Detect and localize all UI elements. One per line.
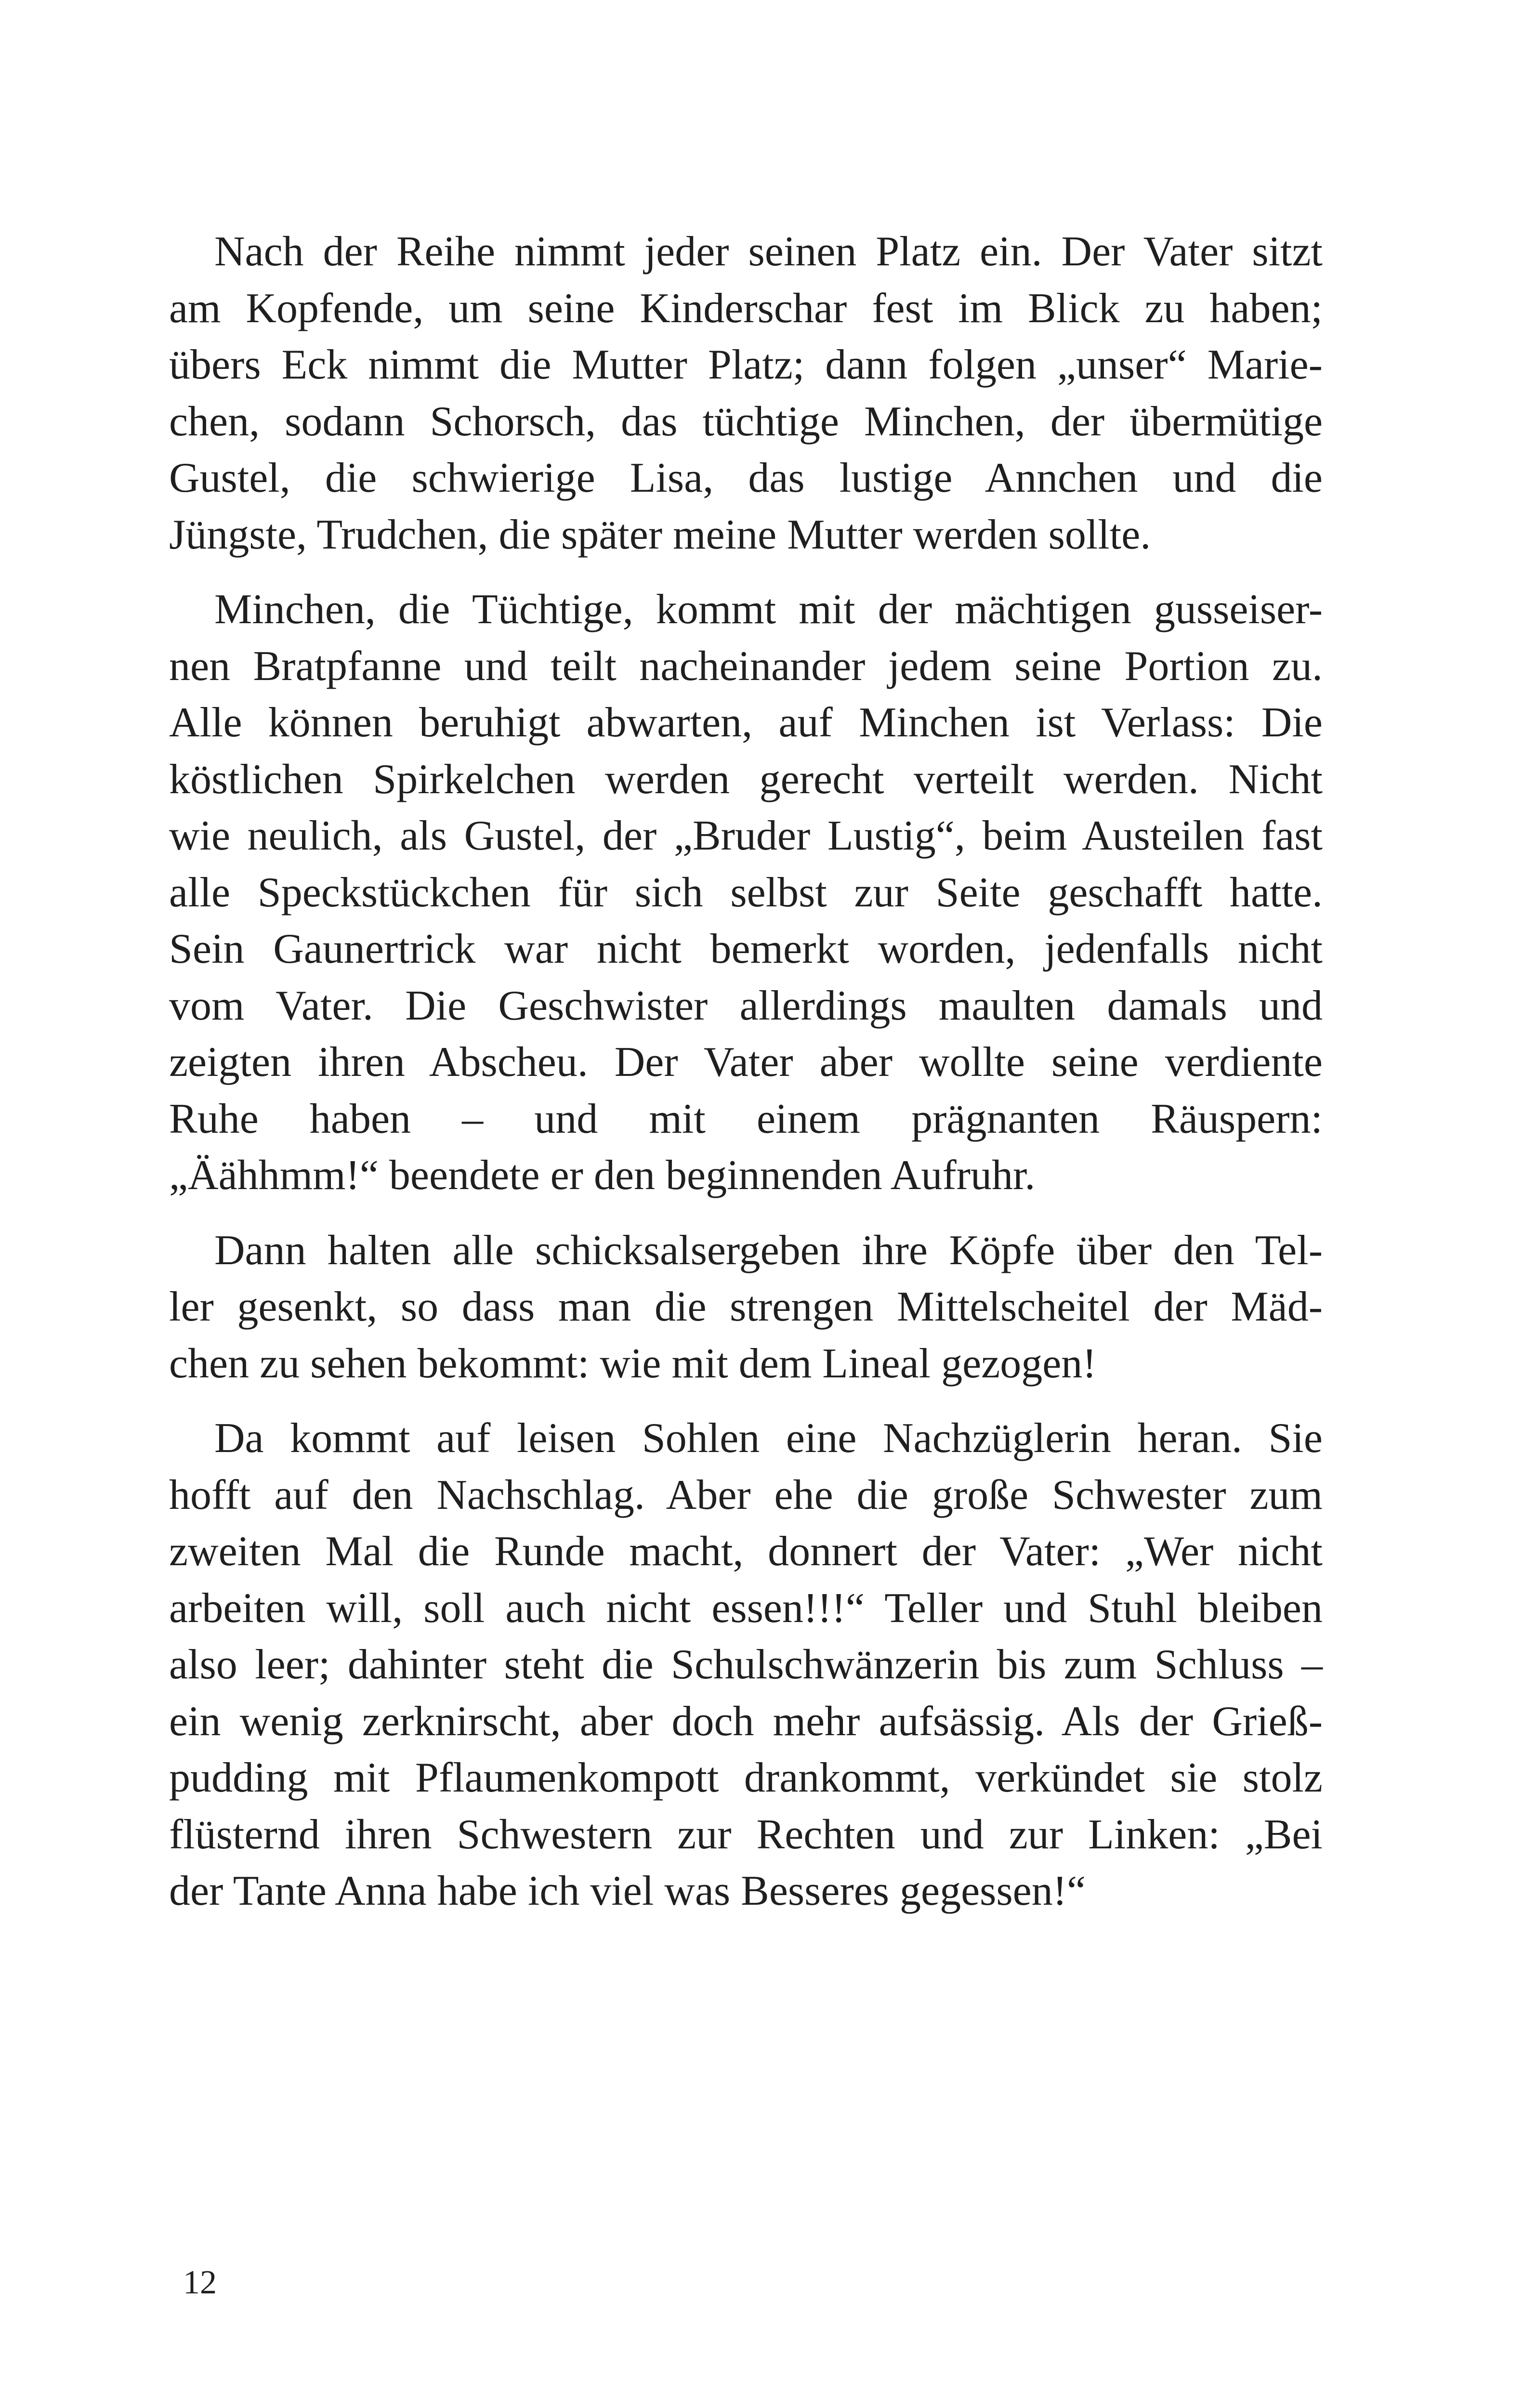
page-number: 12 [183,2264,217,2301]
paragraph-4 [169,1410,1323,1920]
text-line: „Äähhmm!“ beendete er den beginnenden Aufruhr. [169,1152,1036,1199]
text-line: chen, sodann Schorsch, das tüchtige Minchen, der übermütige [169,398,1323,445]
text-line: ein wenig zerknirscht, aber doch mehr aufsässig. Als der Grieß- [169,1698,1323,1745]
text-line: also leer; dahinter steht die Schulschwänzerin bis zum Schluss – [169,1641,1323,1688]
text-line: nen Bratpfanne und teilt nacheinander jedem seine Portion zu. [169,642,1323,690]
text-line: Ruhe haben – und mit einem prägnanten Räuspern: [169,1095,1323,1142]
text-line: pudding mit Pflaumenkompott drankommt, verkündet sie stolz [169,1754,1323,1801]
text-line: der Tante Anna habe ich viel was Besseres gegessen!“ [169,1868,1086,1914]
paragraph-3 [169,1222,1323,1392]
text-line: arbeiten will, soll auch nicht essen!!!“ Teller und Stuhl bleiben [169,1584,1323,1632]
text-line: vom Vater. Die Geschwister allerdings maulten damals und [169,982,1323,1029]
text-line: Gustel, die schwierige Lisa, das lustige Annchen und die [169,455,1323,501]
text-line: Minchen, die Tüchtige, kommt mit der mächtigen gusseiser- [214,586,1323,633]
text-line: Sein Gaunertrick war nicht bemerkt worden, jedenfalls nicht [169,926,1323,972]
paragraph-1 [169,223,1323,563]
text-line: Jüngste, Trudchen, die später meine Mutter werden sollte. [169,511,1151,558]
text-line: alle Speckstückchen für sich selbst zur Seite geschafft hatte. [169,869,1323,916]
text-line: Alle können beruhigt abwarten, auf Minchen ist Verlass: Die [169,699,1323,746]
text-line: zweiten Mal die Runde macht, donnert der Vater: „Wer nicht [169,1528,1323,1575]
text-line: köstlichen Spirkelchen werden gerecht verteilt werden. Nicht [169,756,1323,803]
text-line: ler gesenkt, so dass man die strengen Mittelscheitel der Mäd- [169,1283,1323,1330]
text-line: zeigten ihren Abscheu. Der Vater aber wollte seine verdiente [169,1039,1323,1086]
text-line: hofft auf den Nachschlag. Aber ehe die große Schwester zum [169,1471,1323,1518]
text-line: Dann halten alle schicksalsergeben ihre Köpfe über den Tel- [214,1227,1323,1274]
paragraph-2 [169,581,1323,1204]
text-line: wie neulich, als Gustel, der „Bruder Lustig“, beim Austeilen fast [169,812,1323,859]
text-line: am Kopfende, um seine Kinderschar fest im Blick zu haben; [169,285,1323,332]
text-line: übers Eck nimmt die Mutter Platz; dann folgen „unser“ Marie- [169,341,1323,388]
body-text [169,223,1323,1938]
text-line: flüsternd ihren Schwestern zur Rechten und zur Linken: „Bei [169,1811,1323,1858]
text-line: chen zu sehen bekommt: wie mit dem Lineal gezogen! [169,1340,1097,1387]
text-line: Nach der Reihe nimmt jeder seinen Platz ein. Der Vater sitzt [214,228,1323,275]
text-line: Da kommt auf leisen Sohlen eine Nachzüglerin heran. Sie [214,1415,1323,1462]
